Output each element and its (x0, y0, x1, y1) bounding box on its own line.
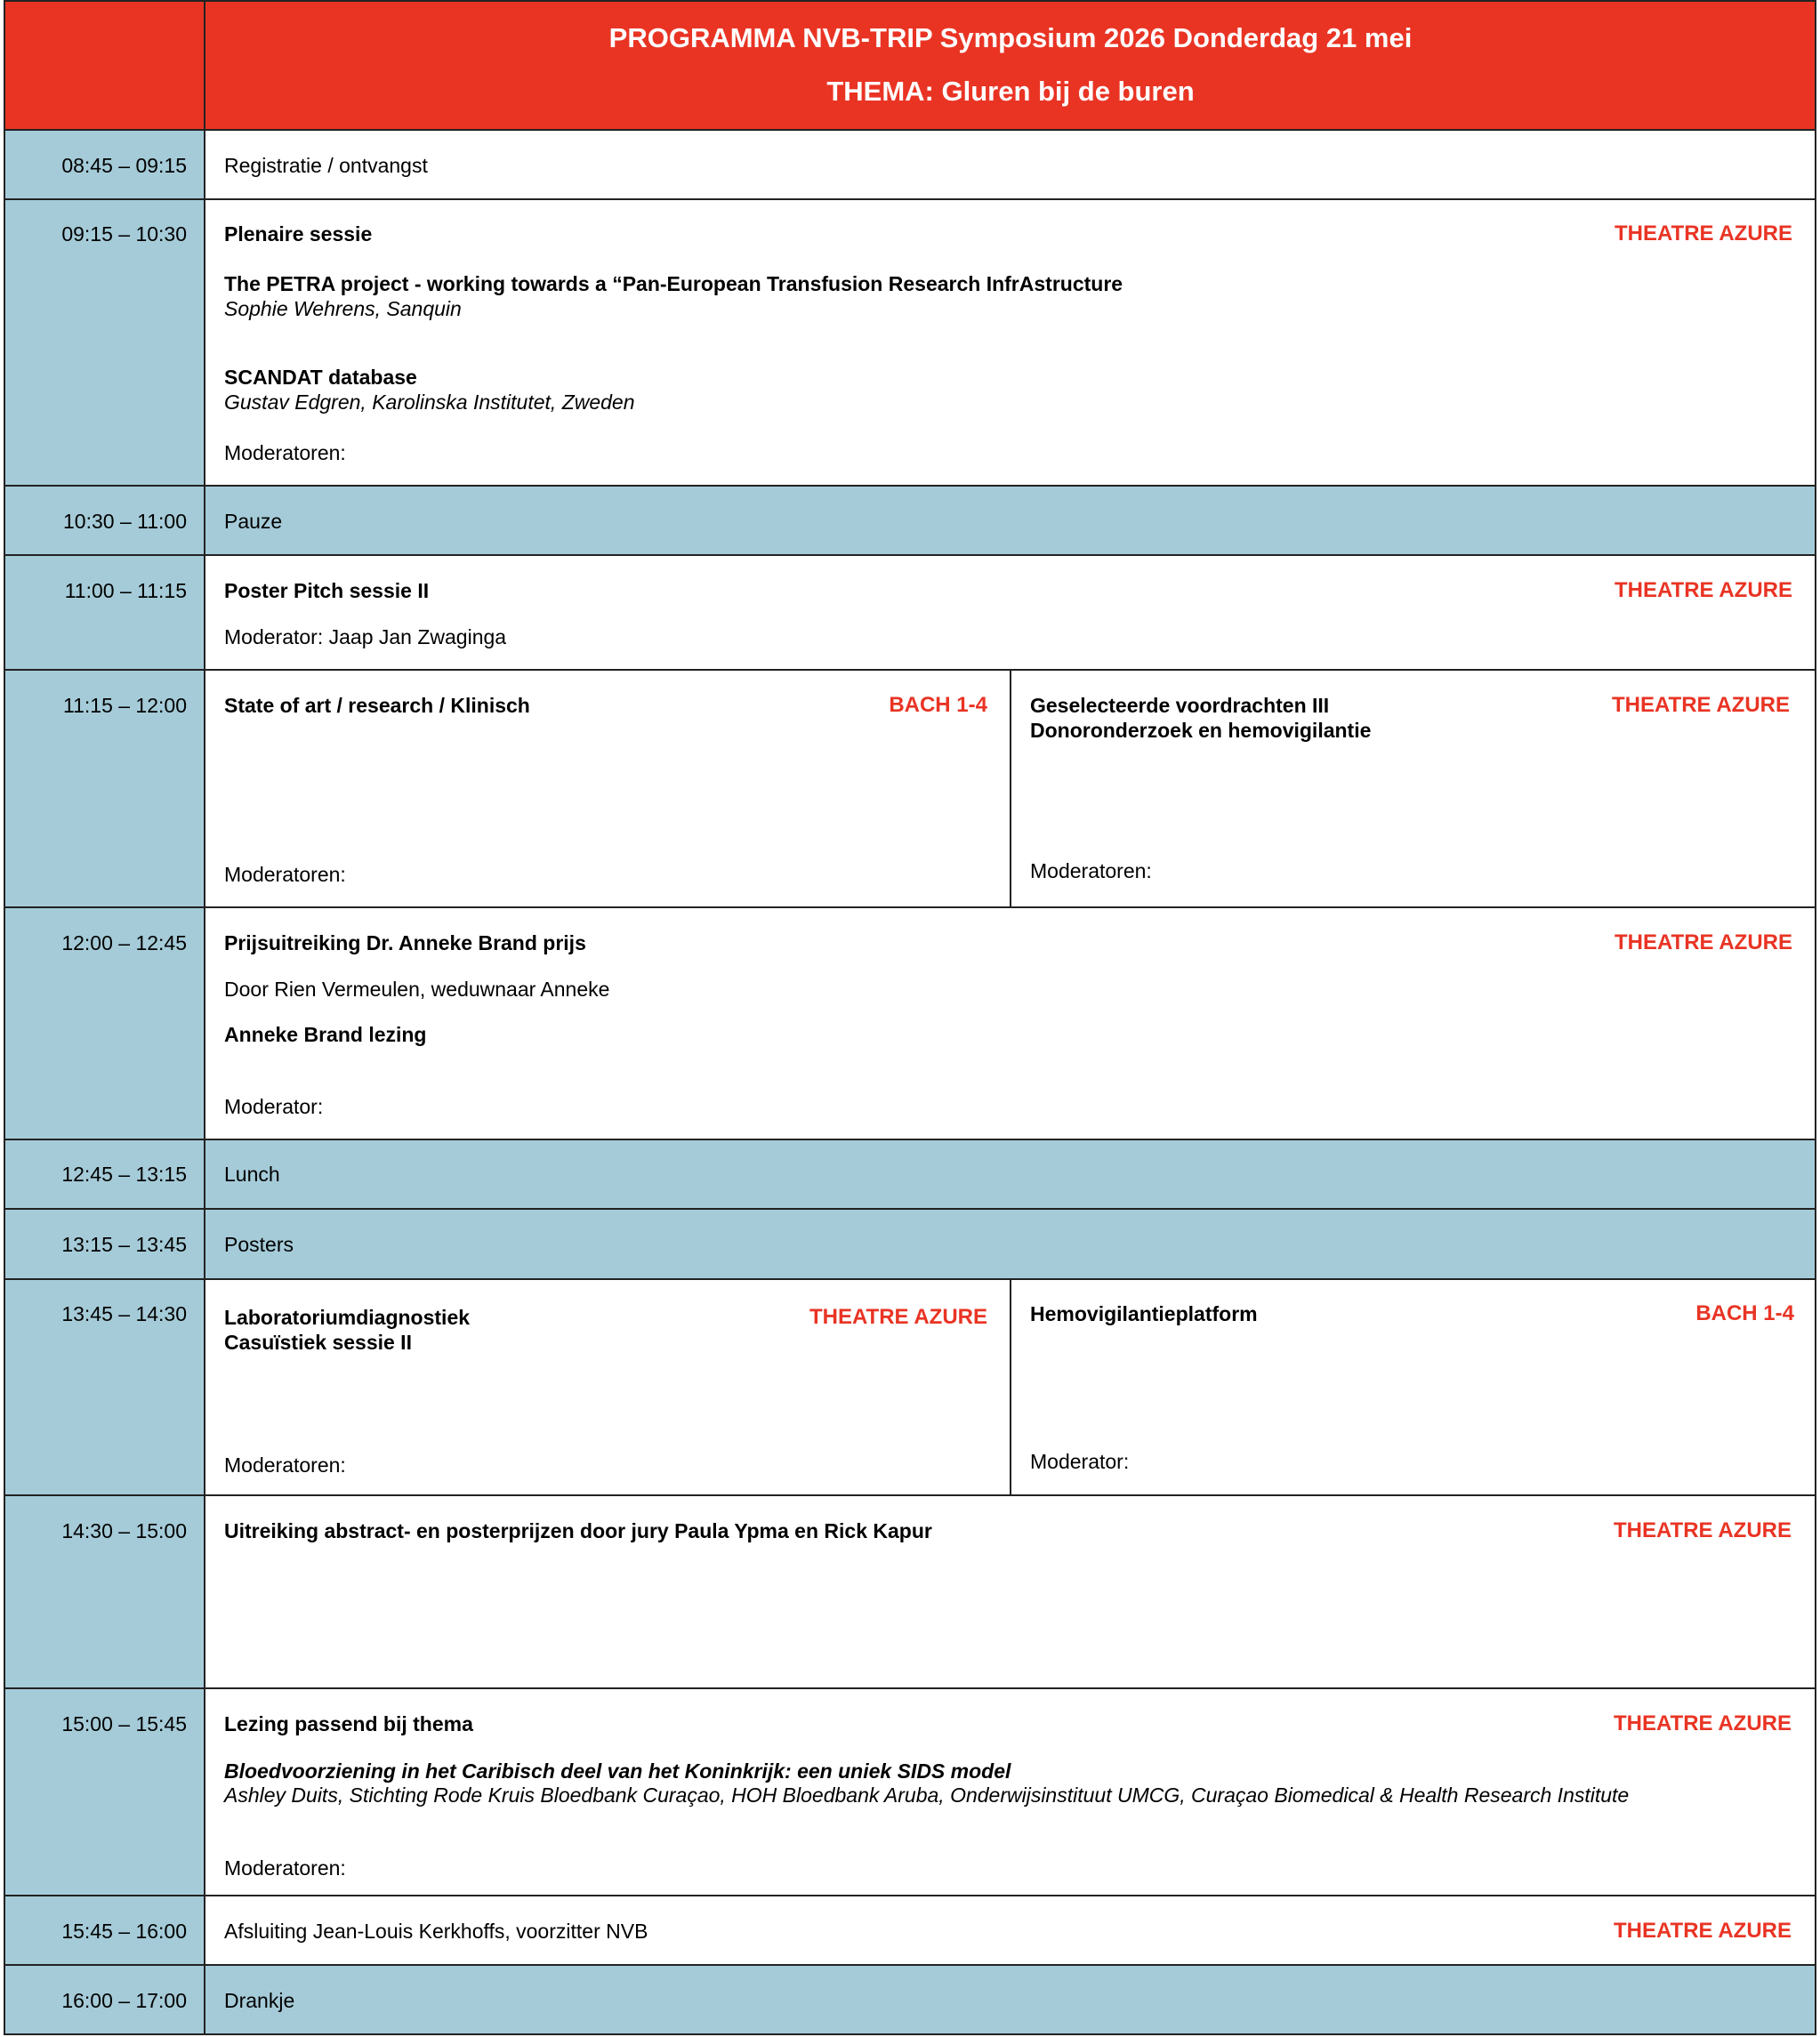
moderator-label: Moderatoren: (224, 441, 346, 464)
session-title: Lezing passend bij thema (224, 1712, 473, 1735)
row-divider (4, 1494, 1816, 1496)
page-title: PROGRAMMA NVB-TRIP Symposium 2026 Donderdag 21 mei (608, 22, 1413, 53)
row-divider (4, 129, 1816, 131)
header-band (4, 0, 1816, 130)
row-text: Afsluiting Jean-Louis Kerkhoffs, voorzitter NVB (224, 1920, 648, 1943)
row-text: Lunch (224, 1163, 280, 1186)
talk-speaker: Sophie Wehrens, Sanquin (224, 297, 462, 320)
row-time: 11:00 – 11:15 (64, 579, 187, 602)
session-line: Door Rien Vermeulen, weduwnaar Anneke (224, 978, 610, 1001)
row-divider (4, 1895, 1816, 1896)
table-border-right (1815, 0, 1816, 2035)
row-time: 09:15 – 10:30 (61, 222, 187, 246)
row-text: Posters (224, 1233, 294, 1256)
row-divider (4, 0, 1816, 2)
moderator-label: Moderatoren: (224, 1453, 346, 1477)
room-label: THEATRE AZURE (1614, 1919, 1792, 1943)
parallel-session-divider (1010, 1278, 1011, 1495)
session-subtitle: Casuïstiek sessie II (224, 1331, 412, 1354)
talk-title: SCANDAT database (224, 366, 417, 389)
session-line: Anneke Brand lezing (224, 1023, 427, 1046)
time-column-bg (4, 130, 205, 2035)
room-label: THEATRE AZURE (809, 1305, 987, 1329)
moderator-label: Moderator: Jaap Jan Zwaginga (224, 625, 507, 648)
row-divider (4, 1208, 1816, 1210)
row-divider (4, 2033, 1816, 2035)
session-subtitle: Donoronderzoek en hemovigilantie (1030, 719, 1372, 742)
row-time: 08:45 – 09:15 (61, 154, 187, 177)
moderator-label: Moderatoren: (224, 1856, 346, 1880)
theme-title: THEMA: Gluren bij de buren (826, 76, 1195, 107)
session-title: Prijsuitreiking Dr. Anneke Brand prijs (224, 931, 586, 954)
room-label: THEATRE AZURE (1614, 1518, 1792, 1542)
row-divider (4, 1964, 1816, 1966)
session-title: Laboratoriumdiagnostiek (224, 1306, 471, 1329)
row-time: 12:45 – 13:15 (61, 1163, 187, 1186)
moderator-label: Moderator: (224, 1095, 324, 1118)
talk-title: The PETRA project - working towards a “Pan-European Transfusion Research InfrAstructure (224, 272, 1123, 295)
row-time: 15:45 – 16:00 (61, 1920, 187, 1943)
row-divider (4, 669, 1816, 671)
time-column-divider (204, 0, 205, 2035)
row-divider (4, 198, 1816, 200)
moderator-label: Moderatoren: (1030, 859, 1152, 882)
room-label: THEATRE AZURE (1615, 578, 1792, 602)
talk-title: Bloedvoorziening in het Caribisch deel van het Koninkrijk: een uniek SIDS model (224, 1759, 1011, 1783)
row-divider (4, 906, 1816, 908)
row-divider (4, 485, 1816, 487)
parallel-session-divider (1010, 669, 1011, 908)
row-text: Registratie / ontvangst (224, 154, 428, 177)
row-time: 15:00 – 15:45 (61, 1712, 187, 1735)
session-title: Uitreiking abstract- en posterprijzen door jury Paula Ypma en Rick Kapur (224, 1519, 932, 1542)
row-text: Drankje (224, 1989, 295, 2012)
session-title: State of art / research / Klinisch (224, 694, 530, 717)
room-label: BACH 1-4 (1695, 1301, 1794, 1325)
row-time: 14:30 – 15:00 (61, 1519, 187, 1542)
row-divider (4, 1278, 1816, 1280)
row-time: 16:00 – 17:00 (61, 1989, 187, 2012)
session-title: Plenaire sessie (224, 222, 373, 246)
room-label: THEATRE AZURE (1615, 930, 1792, 954)
row-text: Pauze (224, 510, 283, 533)
talk-speaker: Ashley Duits, Stichting Rode Kruis Bloedbank Curaçao, HOH Bloedbank Aruba, Onderwijsinstituut UMCG, Curaçao Biomedical & Health Research Institute (224, 1783, 1630, 1807)
row-divider (4, 1139, 1816, 1140)
row-divider (4, 1687, 1816, 1689)
room-label: THEATRE AZURE (1615, 221, 1792, 246)
session-title: Geselecteerde voordrachten III (1030, 694, 1330, 717)
room-label: THEATRE AZURE (1612, 693, 1790, 717)
row-time: 12:00 – 12:45 (61, 931, 187, 954)
session-title: Hemovigilantieplatform (1030, 1302, 1258, 1325)
moderator-label: Moderator: (1030, 1450, 1130, 1473)
row-divider (4, 554, 1816, 556)
moderator-label: Moderatoren: (224, 863, 346, 886)
session-title: Poster Pitch sessie II (224, 579, 430, 602)
room-label: BACH 1-4 (889, 693, 987, 717)
row-time: 13:45 – 14:30 (61, 1302, 187, 1325)
row-time: 10:30 – 11:00 (63, 510, 187, 533)
room-label: THEATRE AZURE (1614, 1711, 1792, 1735)
row-time: 13:15 – 13:45 (61, 1233, 187, 1256)
talk-speaker: Gustav Edgren, Karolinska Institutet, Zweden (224, 390, 635, 414)
row-time: 11:15 – 12:00 (63, 694, 187, 717)
